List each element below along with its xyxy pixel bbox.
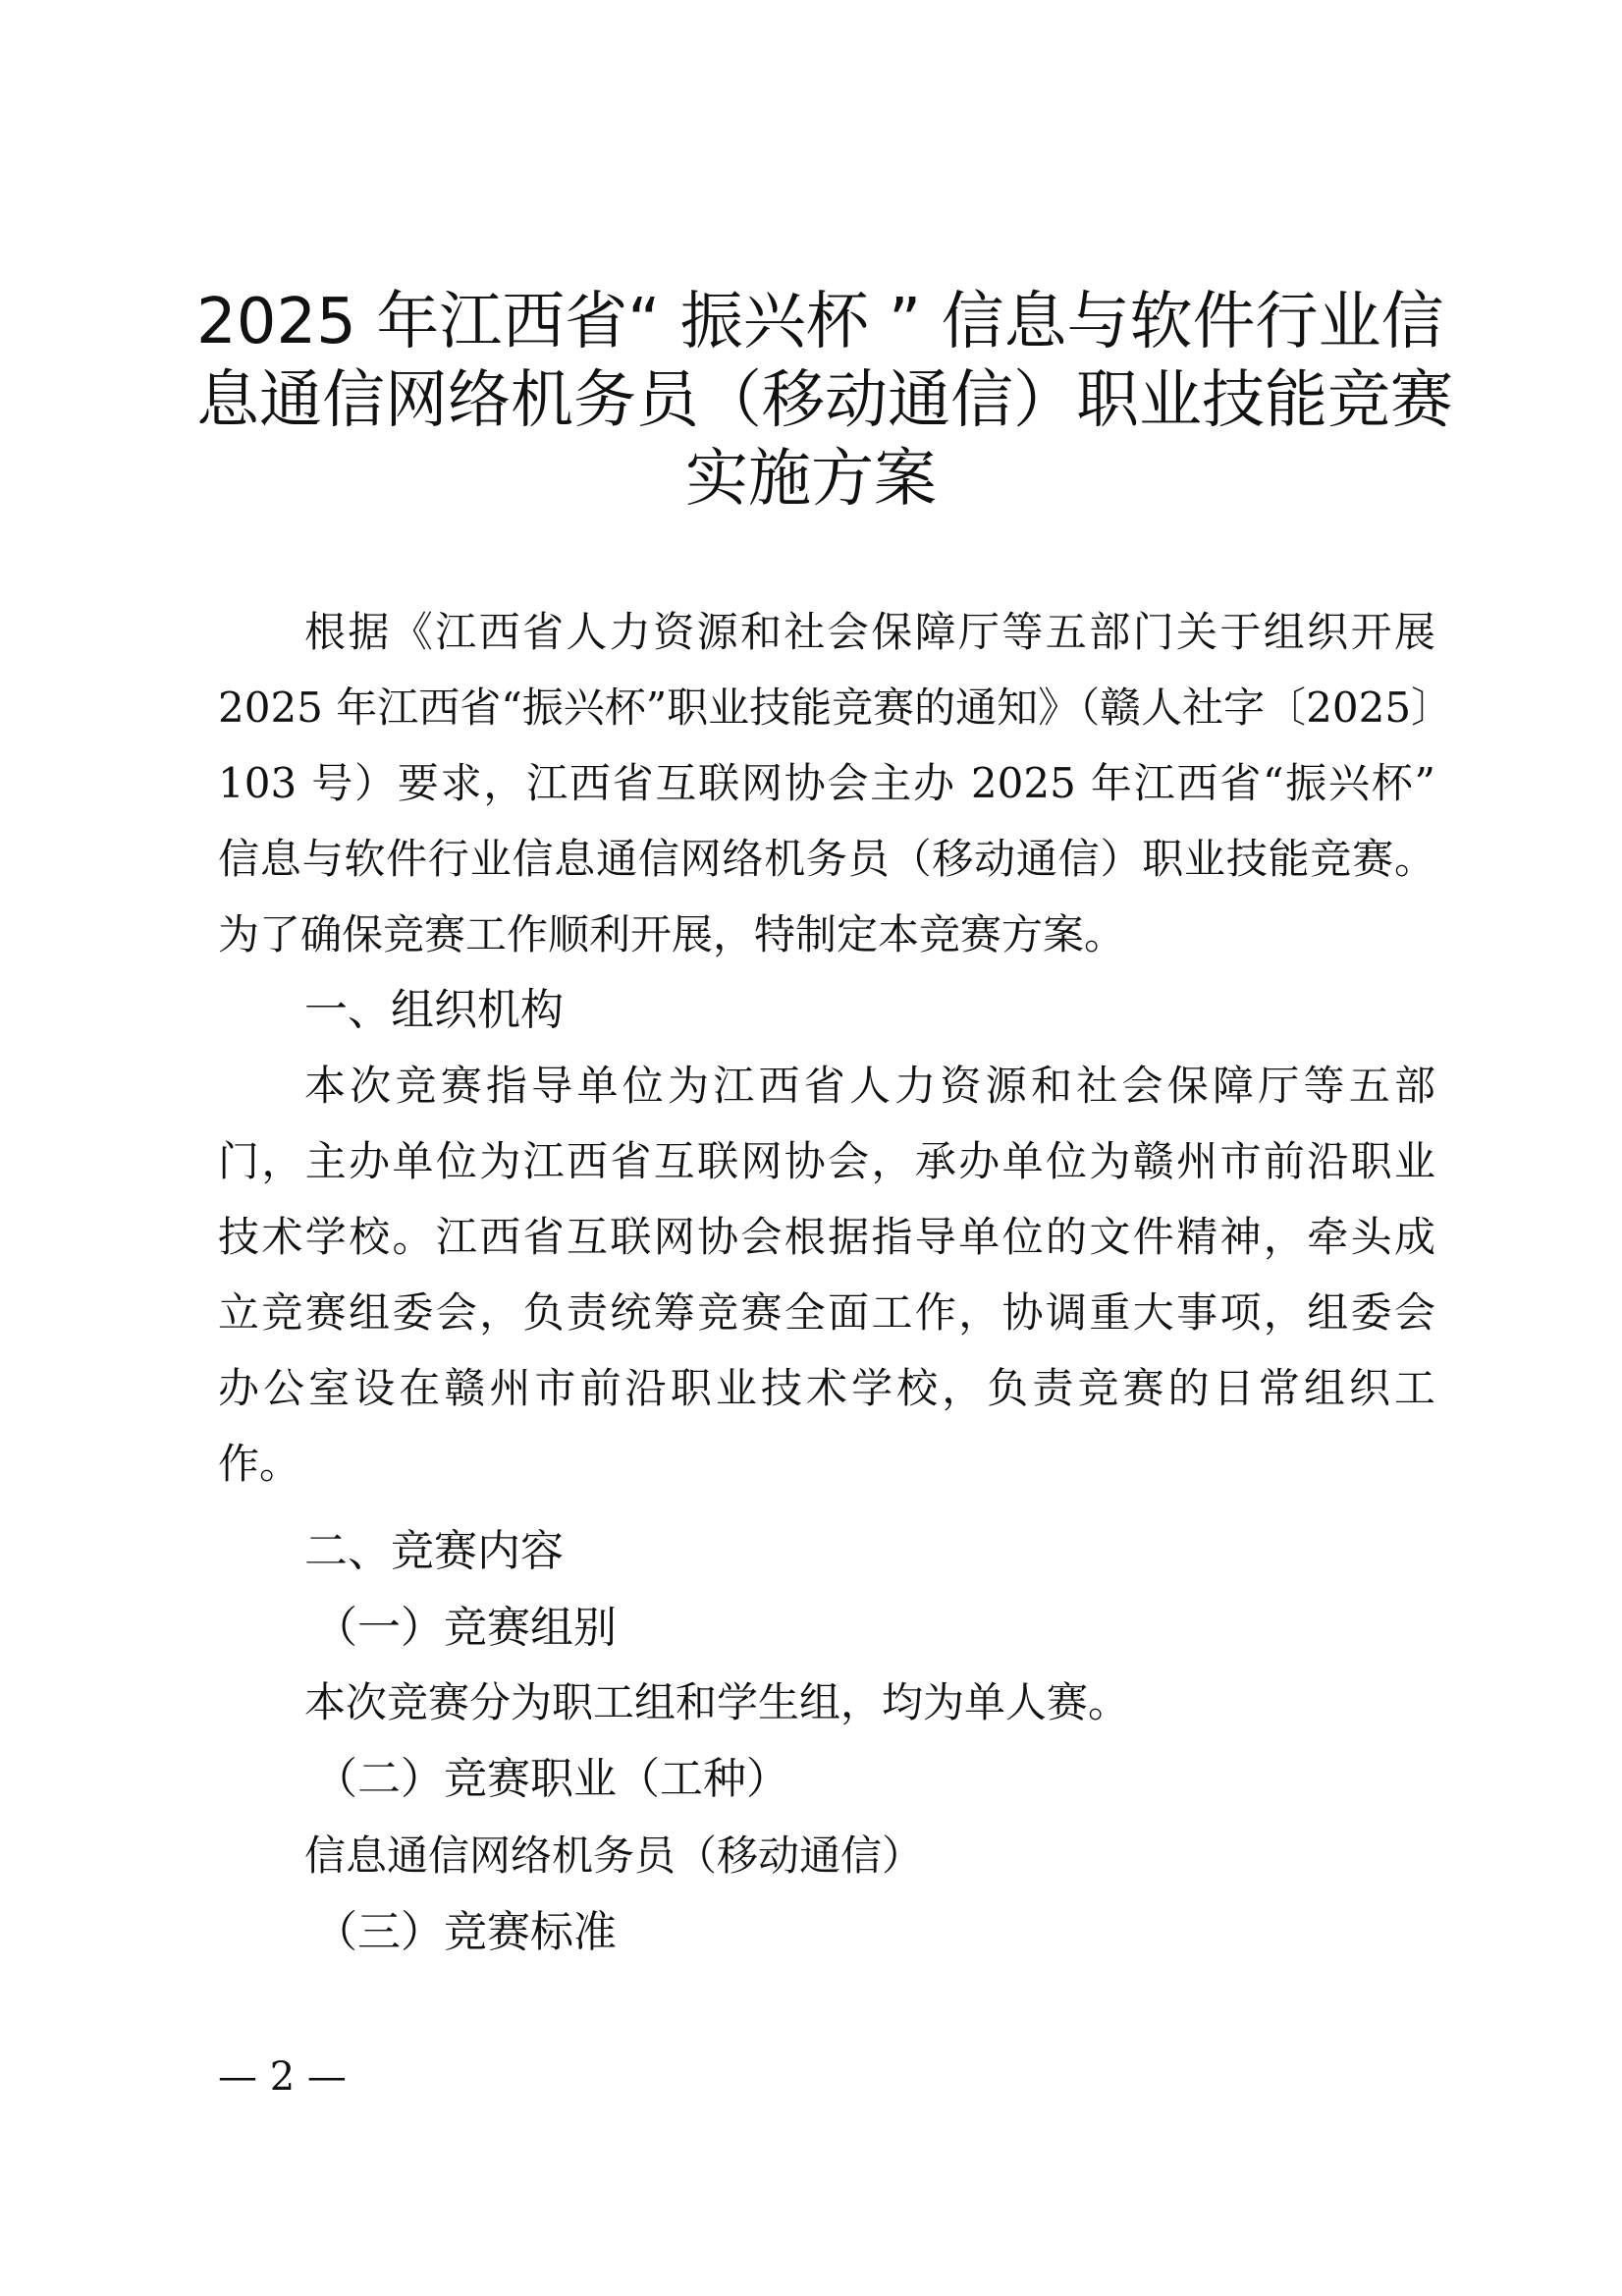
- subsection-2-text: 信息通信网络机务员（移动通信）: [304, 1831, 924, 1880]
- page-number: — 2 —: [218, 2054, 347, 2100]
- intro-line-3: 103 号）要求，江西省互联网协会主办 2025 年江西省“振兴杯”: [218, 759, 1435, 807]
- section-1-line-4: 立竞赛组委会，负责统筹竞赛全面工作，协调重大事项，组委会: [218, 1288, 1435, 1337]
- section-1-line-5: 办公室设在赣州市前沿职业技术学校，负责竞赛的日常组织工: [218, 1364, 1435, 1412]
- section-1-line-6: 作。: [218, 1440, 301, 1488]
- section-1-heading: 一、组织机构: [304, 985, 564, 1035]
- section-1-line-3: 技术学校。江西省互联网协会根据指导单位的文件精神，牵头成: [218, 1213, 1435, 1261]
- title-line-1: 2025 年江西省“ 振兴杯 ” 信息与软件行业信: [196, 286, 1444, 358]
- subsection-3-heading: （三）竞赛标准: [314, 1907, 617, 1957]
- intro-line-5: 为了确保竞赛工作顺利开展，特制定本竞赛方案。: [218, 910, 1126, 958]
- intro-line-4: 信息与软件行业信息通信网络机务员（移动通信）职业技能竞赛。: [218, 835, 1435, 883]
- intro-line-2: 2025 年江西省“振兴杯”职业技能竞赛的通知》（赣人社字〔2025〕: [218, 683, 1453, 732]
- subsection-2-heading: （二）竞赛职业（工种）: [314, 1754, 789, 1804]
- title-line-2: 息通信网络机务员（移动通信）职业技能竞赛: [196, 364, 1453, 437]
- section-1-line-2: 门，主办单位为江西省互联网协会，承办单位为赣州市前沿职业: [218, 1137, 1435, 1185]
- subsection-1-text: 本次竞赛分为职工组和学生组，均为单人赛。: [304, 1678, 1130, 1726]
- title-line-3: 实施方案: [685, 443, 937, 516]
- subsection-1-heading: （一）竞赛组别: [314, 1603, 617, 1653]
- section-1-line-1: 本次竞赛指导单位为江西省人力资源和社会保障厅等五部: [304, 1062, 1435, 1110]
- document-title: [196, 283, 1453, 519]
- section-2-heading: 二、竞赛内容: [304, 1526, 564, 1576]
- intro-line-1: 根据《江西省人力资源和社会保障厅等五部门关于组织开展: [304, 608, 1435, 656]
